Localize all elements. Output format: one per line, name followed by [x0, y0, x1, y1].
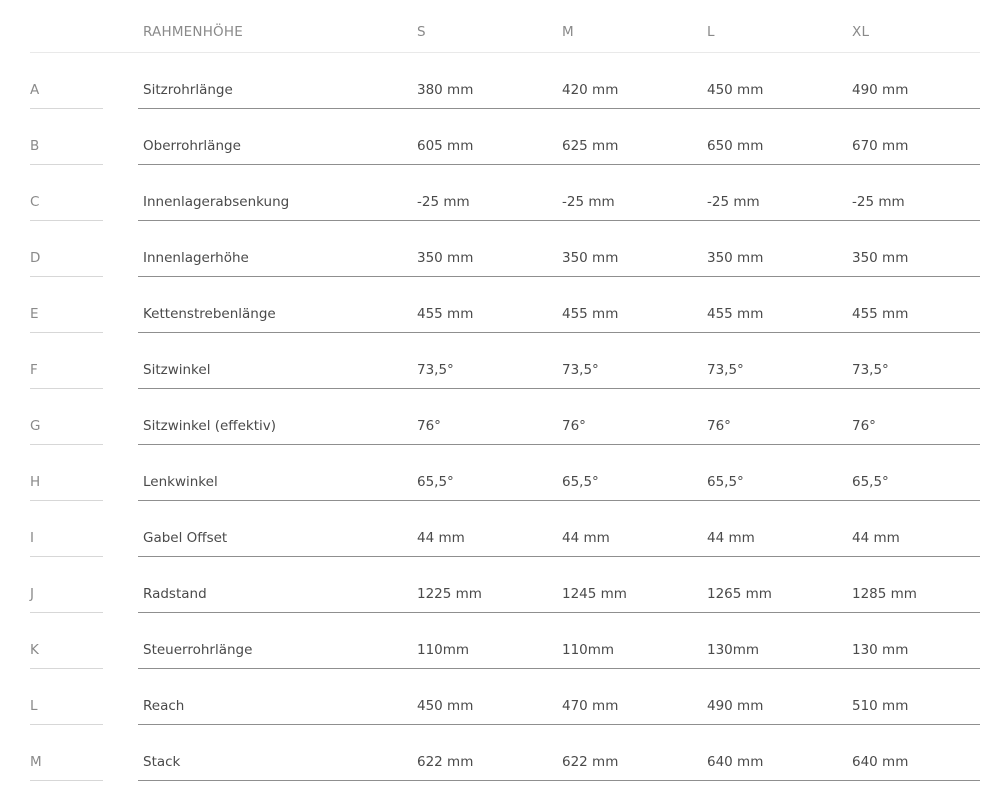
- table-row: [30, 53, 980, 109]
- row-value-m: 1245 mm: [562, 586, 627, 602]
- row-letter-cell: [30, 725, 103, 781]
- row-label: Sitzwinkel: [143, 362, 211, 378]
- row-value-l: 490 mm: [707, 698, 764, 714]
- row-value-m: 76°: [562, 418, 586, 434]
- row-value-m: 350 mm: [562, 250, 619, 266]
- row-value-xl: 76°: [852, 418, 876, 434]
- row-value-l: 455 mm: [707, 306, 764, 322]
- row-value-s: 110mm: [417, 642, 470, 658]
- row-value-m: 110mm: [562, 642, 615, 658]
- row-letter: C: [30, 194, 40, 210]
- row-value-m: 622 mm: [562, 754, 619, 770]
- table-body: [30, 53, 980, 781]
- row-value-m: 625 mm: [562, 138, 619, 154]
- header-size-s: S: [417, 24, 426, 40]
- row-value-m: -25 mm: [562, 194, 615, 210]
- row-label: Reach: [143, 698, 185, 714]
- row-value-l: 76°: [707, 418, 731, 434]
- row-label: Stack: [143, 754, 181, 770]
- header-frame-size: RAHMENHÖHE: [143, 24, 243, 40]
- row-value-l: 65,5°: [707, 474, 744, 490]
- row-value-s: 622 mm: [417, 754, 474, 770]
- row-label: Oberrohrlänge: [143, 138, 241, 154]
- row-value-s: 450 mm: [417, 698, 474, 714]
- table-row: [30, 221, 980, 277]
- row-label: Radstand: [143, 586, 207, 602]
- table-row: [30, 333, 980, 389]
- row-letter-cell: [30, 613, 103, 669]
- row-label: Sitzrohrlänge: [143, 82, 233, 98]
- row-value-m: 73,5°: [562, 362, 599, 378]
- table-row: [30, 725, 980, 781]
- row-letter-cell: [30, 277, 103, 333]
- table-row: [30, 501, 980, 557]
- row-value-l: 130mm: [707, 642, 760, 658]
- row-value-s: 1225 mm: [417, 586, 482, 602]
- row-letter-cell: [30, 445, 103, 501]
- row-value-xl: 44 mm: [852, 530, 900, 546]
- row-value-xl: 130 mm: [852, 642, 909, 658]
- table-row: [30, 165, 980, 221]
- row-letter: H: [30, 474, 41, 490]
- row-letter: E: [30, 306, 39, 322]
- row-letter: J: [30, 586, 34, 602]
- row-letter-cell: [30, 165, 103, 221]
- row-value-xl: -25 mm: [852, 194, 905, 210]
- row-value-xl: 350 mm: [852, 250, 909, 266]
- geometry-table: [30, 0, 980, 781]
- table-row: [30, 277, 980, 333]
- row-value-m: 420 mm: [562, 82, 619, 98]
- row-letter-cell: [30, 669, 103, 725]
- row-value-xl: 1285 mm: [852, 586, 917, 602]
- row-letter-cell: [30, 109, 103, 165]
- row-value-s: 73,5°: [417, 362, 454, 378]
- row-letter: B: [30, 138, 40, 154]
- row-value-m: 455 mm: [562, 306, 619, 322]
- row-label: Innenlagerhöhe: [143, 250, 249, 266]
- row-value-xl: 490 mm: [852, 82, 909, 98]
- row-value-m: 44 mm: [562, 530, 610, 546]
- row-value-l: 73,5°: [707, 362, 744, 378]
- header-size-l: L: [707, 24, 715, 40]
- row-value-s: -25 mm: [417, 194, 470, 210]
- row-value-l: 450 mm: [707, 82, 764, 98]
- row-value-l: 44 mm: [707, 530, 755, 546]
- header-size-xl: XL: [852, 24, 870, 40]
- table-header: [30, 0, 980, 53]
- row-label: Steuerrohrlänge: [143, 642, 253, 658]
- row-letter: D: [30, 250, 41, 266]
- row-value-l: 640 mm: [707, 754, 764, 770]
- row-letter-cell: [30, 501, 103, 557]
- row-letter: G: [30, 418, 41, 434]
- table-row: [30, 109, 980, 165]
- header-size-m: M: [562, 24, 574, 40]
- table-row: [30, 613, 980, 669]
- table-row: [30, 445, 980, 501]
- row-letter-cell: [30, 389, 103, 445]
- row-value-m: 470 mm: [562, 698, 619, 714]
- row-letter: L: [30, 698, 38, 714]
- row-letter: K: [30, 642, 39, 658]
- row-value-s: 380 mm: [417, 82, 474, 98]
- row-letter-cell: [30, 53, 103, 109]
- row-value-xl: 73,5°: [852, 362, 889, 378]
- row-label: Gabel Offset: [143, 530, 228, 546]
- row-value-xl: 65,5°: [852, 474, 889, 490]
- row-value-xl: 455 mm: [852, 306, 909, 322]
- row-value-s: 65,5°: [417, 474, 454, 490]
- row-label: Lenkwinkel: [143, 474, 218, 490]
- row-letter-cell: [30, 333, 103, 389]
- row-letter-cell: [30, 221, 103, 277]
- row-divider: [138, 780, 980, 781]
- row-letter: A: [30, 82, 40, 98]
- row-letter-cell: [30, 557, 103, 613]
- row-value-xl: 510 mm: [852, 698, 909, 714]
- row-letter: F: [30, 362, 38, 378]
- row-value-l: 1265 mm: [707, 586, 772, 602]
- row-letter: I: [30, 530, 34, 546]
- row-value-s: 44 mm: [417, 530, 465, 546]
- row-label: Kettenstrebenlänge: [143, 306, 276, 322]
- table-row: [30, 669, 980, 725]
- table-row: [30, 389, 980, 445]
- row-value-s: 76°: [417, 418, 441, 434]
- row-value-l: 650 mm: [707, 138, 764, 154]
- row-value-xl: 670 mm: [852, 138, 909, 154]
- row-value-l: 350 mm: [707, 250, 764, 266]
- row-value-l: -25 mm: [707, 194, 760, 210]
- row-value-s: 350 mm: [417, 250, 474, 266]
- row-letter: M: [30, 754, 42, 770]
- row-value-xl: 640 mm: [852, 754, 909, 770]
- row-value-s: 455 mm: [417, 306, 474, 322]
- row-label: Innenlagerabsenkung: [143, 194, 290, 210]
- row-value-m: 65,5°: [562, 474, 599, 490]
- row-value-s: 605 mm: [417, 138, 474, 154]
- table-row: [30, 557, 980, 613]
- row-label: Sitzwinkel (effektiv): [143, 418, 277, 434]
